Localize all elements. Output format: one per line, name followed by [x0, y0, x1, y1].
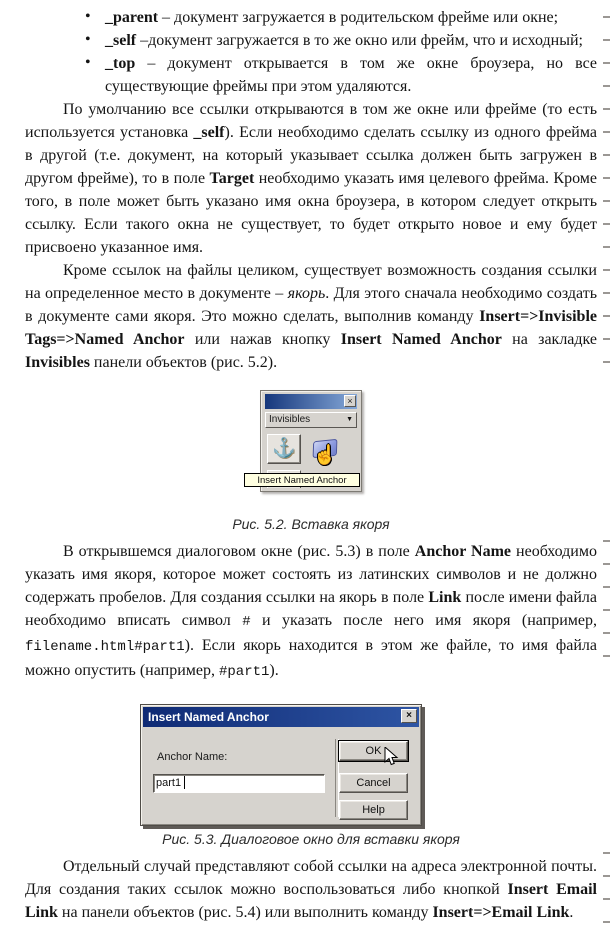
anchor-icon: ⚓	[272, 438, 296, 459]
cancel-button[interactable]: Cancel	[339, 773, 408, 793]
text-run: Insert=>Email Link	[432, 904, 570, 921]
figure-5-3	[25, 704, 597, 847]
text-run: Insert Email Link	[25, 881, 597, 921]
figure-5-2	[25, 390, 597, 532]
list-item-text: – документ загружается в родительском фрейме или окне;	[158, 9, 559, 26]
text-run: ). Если якорь находится в этом же файле, то имя файла можно опустить (например,	[25, 637, 597, 679]
term-parent: _parent	[105, 9, 159, 26]
tooltip: Insert Named Anchor	[244, 473, 360, 487]
text-run: Target	[209, 170, 255, 187]
bullet-icon: •	[85, 31, 91, 48]
text-run: По умолчанию все ссылки открываются в том же окне или фрейме (то есть используется установка	[25, 101, 597, 141]
list-item-top	[25, 52, 597, 98]
chevron-down-icon: ▼	[346, 416, 353, 423]
anchor-name-label: Anchor Name:	[157, 751, 228, 763]
text-run: Link	[428, 589, 462, 606]
text-run: Insert=>Invisible Tags=>Named Anchor	[25, 308, 597, 348]
panel-close-icon[interactable]: ×	[344, 395, 356, 407]
text-run: #	[242, 614, 251, 630]
paragraph-default-target	[25, 98, 597, 259]
text-run: _self	[193, 124, 225, 141]
text-run: или нажав кнопку	[184, 331, 341, 348]
paragraph-email-links	[25, 855, 597, 924]
text-run: Отдельный случай представляют собой ссылки на адреса электронной почты. Для создания таких ссылок можно воспользоваться либо кнопкой	[25, 858, 597, 898]
objects-panel	[257, 390, 362, 492]
text-run: Anchor Name	[414, 543, 512, 560]
anchor-name-input[interactable]	[153, 774, 325, 793]
list-item-parent	[25, 6, 597, 29]
figure-5-2-caption: Рис. 5.2. Вставка якоря	[232, 516, 390, 532]
text-run: необходимо указать имя якоря, которое может состоять из латинских символов и не должно содержать пробелов. Для создания ссылки на якорь в поле	[25, 543, 597, 606]
figure-5-3-caption: Рис. 5.3. Диалоговое окно для вставки якоря	[162, 831, 460, 847]
text-run: Invisibles	[25, 354, 90, 371]
text-run: необходимо указать имя целевого фрейма. Кроме того, в поле может быть указано имя окна броузера, в котором следует открыть ссылку. Если такого окна не существует, то будет открыто новое и ему будет присвоено указанное имя.	[25, 170, 597, 256]
text-run: ). Если необходимо сделать ссылку из одного фрейма в другой (т.е. документ, на который указывает ссылка должен быть загружен в другом фрейме), то в поле	[25, 124, 597, 187]
text-run: на панели объектов (рис. 5.4) или выполнить команду	[57, 904, 433, 921]
text-run: Insert Named Anchor	[340, 331, 502, 348]
text-run: и указать после него имя якоря (например,	[250, 612, 597, 629]
text-run: .	[569, 904, 574, 921]
target-options-list	[25, 6, 597, 98]
dialog-titlebar[interactable]	[143, 707, 419, 727]
term-self: _self	[105, 32, 137, 49]
arrow-cursor-icon	[384, 747, 399, 766]
panel-titlebar[interactable]	[265, 394, 357, 409]
scan-artifact	[603, 16, 610, 368]
anchor-name-field	[153, 773, 325, 792]
list-item-text: – документ открывается в том же окне броузера, но все существующие фреймы при этом удаляются.	[105, 55, 597, 95]
text-caret	[184, 776, 185, 789]
text-run: #part1	[218, 664, 270, 680]
insert-named-anchor-button[interactable]	[267, 434, 301, 464]
bullet-icon: •	[85, 8, 91, 25]
paragraph-anchor-name	[25, 540, 597, 684]
text-run: на закладке	[501, 331, 598, 348]
scan-artifact	[603, 852, 610, 930]
hand-cursor-icon: ☝	[313, 445, 337, 466]
text-run: панели объектов (рис. 5.2).	[89, 354, 278, 371]
invisibles-label: Invisibles	[269, 414, 311, 425]
text-run: В открывшемся диалоговом окне (рис. 5.3) в поле	[63, 543, 415, 560]
dialog-title: Insert Named Anchor	[148, 710, 269, 724]
scan-artifact	[603, 540, 610, 666]
text-run: . Для этого сначала необходимо создать в документе сами якоря. Это можно сделать, выполнив команду	[25, 285, 597, 325]
paragraph-anchors-intro	[25, 259, 597, 374]
term-top: _top	[105, 55, 136, 72]
text-run: якорь	[287, 285, 326, 302]
insert-named-anchor-dialog	[140, 704, 422, 826]
text-run: ).	[269, 662, 279, 679]
invisibles-category-dropdown[interactable]	[265, 412, 357, 428]
text-run: filename.html#part1	[25, 639, 185, 655]
list-item-self	[25, 29, 597, 52]
text-run: после имени файла необходимо вписать символ	[25, 589, 597, 629]
close-icon[interactable]: ×	[401, 709, 417, 723]
list-item-text: –документ загружается в то же окно или фрейм, что и исходный;	[136, 32, 583, 49]
bullet-icon: •	[85, 54, 91, 71]
dialog-body	[141, 729, 421, 825]
ok-button[interactable]: OK	[339, 741, 408, 761]
help-button[interactable]: Help	[339, 800, 408, 820]
text-run: Кроме ссылок на файлы целиком, существует возможность создания ссылки на определенное место в документе –	[25, 262, 597, 302]
